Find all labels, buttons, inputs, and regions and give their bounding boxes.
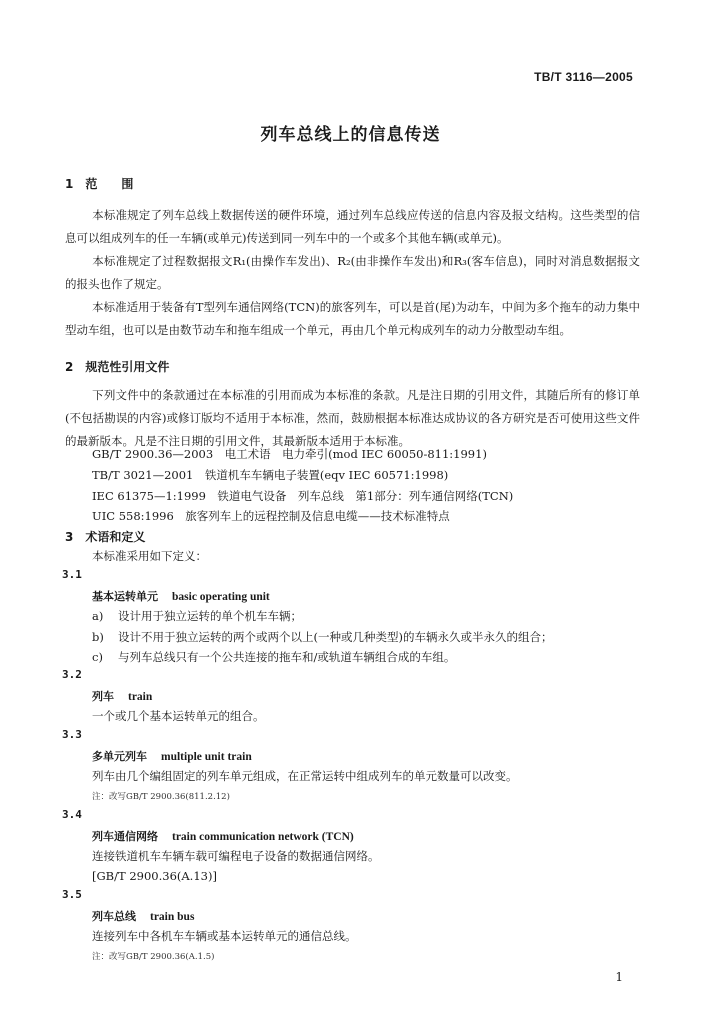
section-3-heading: 3 术语和定义 [65,530,146,544]
list-item: a) 设计用于独立运转的单个机车车辆； [92,609,302,623]
term-en: basic operating unit [172,591,270,603]
section-1-paragraph-3: 本标准适用于装备有T型列车通信网络(TCN)的旅客列车，可以是首(尾)为动车，中间为多个拖车的动力集中型动车组，也可以是由数节动车和拖车组成一个单元，再由几个单元构成列车的动力分散型动车组。 [65,300,640,337]
section-3-intro: 本标准采用如下定义： [92,549,207,563]
standard-code: TB/T 3116—2005 [534,70,633,84]
term-cn: 列车总线 [92,910,136,923]
term-number: 3.4 [62,808,82,821]
term-number: 3.3 [62,728,82,741]
term-definition: 连接铁道机车车辆车载可编程电子设备的数据通信网络。 [92,849,380,863]
term-cn: 列车通信网络 [92,830,158,843]
reference-item: TB/T 3021—2001 铁道机车车辆电子装置(eqv IEC 60571:1998) [92,468,449,482]
section-1-paragraph-1: 本标准规定了列车总线上数据传送的硬件环境，通过列车总线应传送的信息内容及报文结构。这些类型的信息可以组成列车的任一车辆(或单元)传送到同一列车中的一个或多个其他车辆(或单元)。 [65,208,640,245]
term-number: 3.2 [62,668,82,681]
term-cn: 基本运转单元 [92,590,158,603]
term-reference: [GB/T 2900.36(A.13)] [92,869,217,883]
term-heading [92,688,152,704]
term-note: 注：改写GB/T 2900.36(811.2.12) [92,792,230,802]
reference-item: GB/T 2900.36—2003 电工术语 电力牵引(mod IEC 60050-811:1991) [92,447,487,461]
section-2-heading: 2 规范性引用文件 [65,360,170,374]
section-2-paragraph: 下列文件中的条款通过在本标准的引用而成为本标准的条款。凡是注日期的引用文件，其随后所有的修订单(不包括勘误的内容)或修订版均不适用于本标准，然而，鼓励根据本标准达成协议的各方研究是否可使用这些文件的最新版本。凡是不注日期的引用文件，其最新版本适用于本标准。 [65,388,640,448]
list-item: c) 与列车总线只有一个公共连接的拖车和/或轨道车辆组合成的车组。 [92,650,456,664]
document-title: 列车总线上的信息传送 [260,125,441,145]
term-definition: 一个或几个基本运转单元的组合。 [92,709,265,723]
term-definition: 连接列车中各机车车辆或基本运转单元的通信总线。 [92,929,357,943]
term-en: train [128,691,153,703]
reference-item: UIC 558:1996 旅客列车上的远程控制及信息电缆——技术标准特点 [92,509,450,523]
term-heading [92,748,252,764]
section-1-paragraph-2: 本标准规定了过程数据报文R₁(由操作车发出)、R₂(由非操作车发出)和R₃(客车信息)，同时对消息数据报文的报头也作了规定。 [65,254,640,291]
term-number: 3.1 [62,568,82,581]
list-item: b) 设计不用于独立运转的两个或两个以上(一种或几种类型)的车辆永久或半永久的组合； [92,630,553,644]
section-1-heading: 1 范 围 [65,177,134,191]
term-en: train bus [150,911,195,923]
term-en: train communication network (TCN) [172,831,354,843]
term-cn: 列车 [92,690,114,703]
term-definition: 列车由几个编组固定的列车单元组成，在正常运转中组成列车的单元数量可以改变。 [92,769,518,783]
term-cn: 多单元列车 [92,750,147,763]
reference-item: IEC 61375—1:1999 铁道电气设备 列车总线 第1部分：列车通信网络(TCN) [92,489,514,503]
term-note: 注：改写GB/T 2900.36(A.1.5) [92,952,215,962]
page-number: 1 [615,970,623,984]
term-heading [92,588,270,604]
term-heading [92,908,194,924]
term-heading [92,828,354,844]
term-en: multiple unit train [161,751,252,763]
term-number: 3.5 [62,888,82,901]
